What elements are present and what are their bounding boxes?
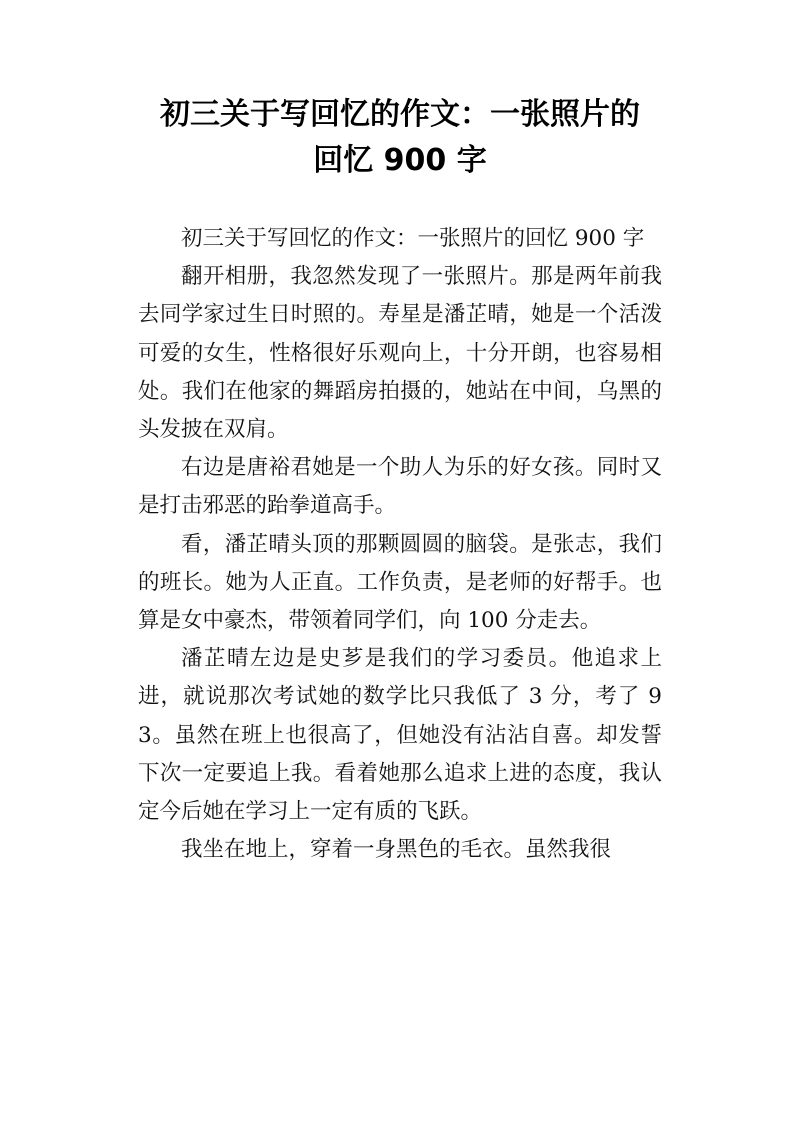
paragraph: 我坐在地上，穿着一身黑色的毛衣。虽然我很 (181, 837, 612, 863)
paragraph: 潘芷晴左边是史芗是我们的学习委员。他追求上进，就说那次考试她的数学比只我低了 3 分，考了 93。虽然在班上也很高了，但她没有沾沾自喜。却发誓下次一定要追上我。看着她那么追求上进的态度，我认定今后她在学习上一定有质的飞跃。 (138, 646, 662, 825)
paragraph: 翻开相册，我忽然发现了一张照片。那是两年前我去同学家过生日时照的。寿星是潘芷晴，她是一个活泼可爱的女生，性格很好乐观向上，十分开朗，也容易相处。我们在他家的舞蹈房拍摄的，她站在中间，乌黑的头发披在双肩。 (138, 264, 662, 443)
paragraph: 右边是唐裕君她是一个助人为乐的好女孩。同时又是打击邪恶的跆拳道高手。 (138, 455, 662, 519)
document-body (138, 220, 662, 869)
paragraph: 看，潘芷晴头顶的那颗圆圆的脑袋。是张志，我们的班长。她为人正直。工作负责，是老师的好帮手。也算是女中豪杰，带领着同学们，向 100 分走去。 (138, 531, 662, 634)
document-title (100, 92, 700, 184)
title-line-1: 初三关于写回忆的作文：一张照片的 (160, 97, 640, 132)
title-line-2: 回忆 900 字 (313, 143, 487, 178)
paragraph-subtitle: 初三关于写回忆的作文：一张照片的回忆 900 字 (181, 226, 645, 251)
